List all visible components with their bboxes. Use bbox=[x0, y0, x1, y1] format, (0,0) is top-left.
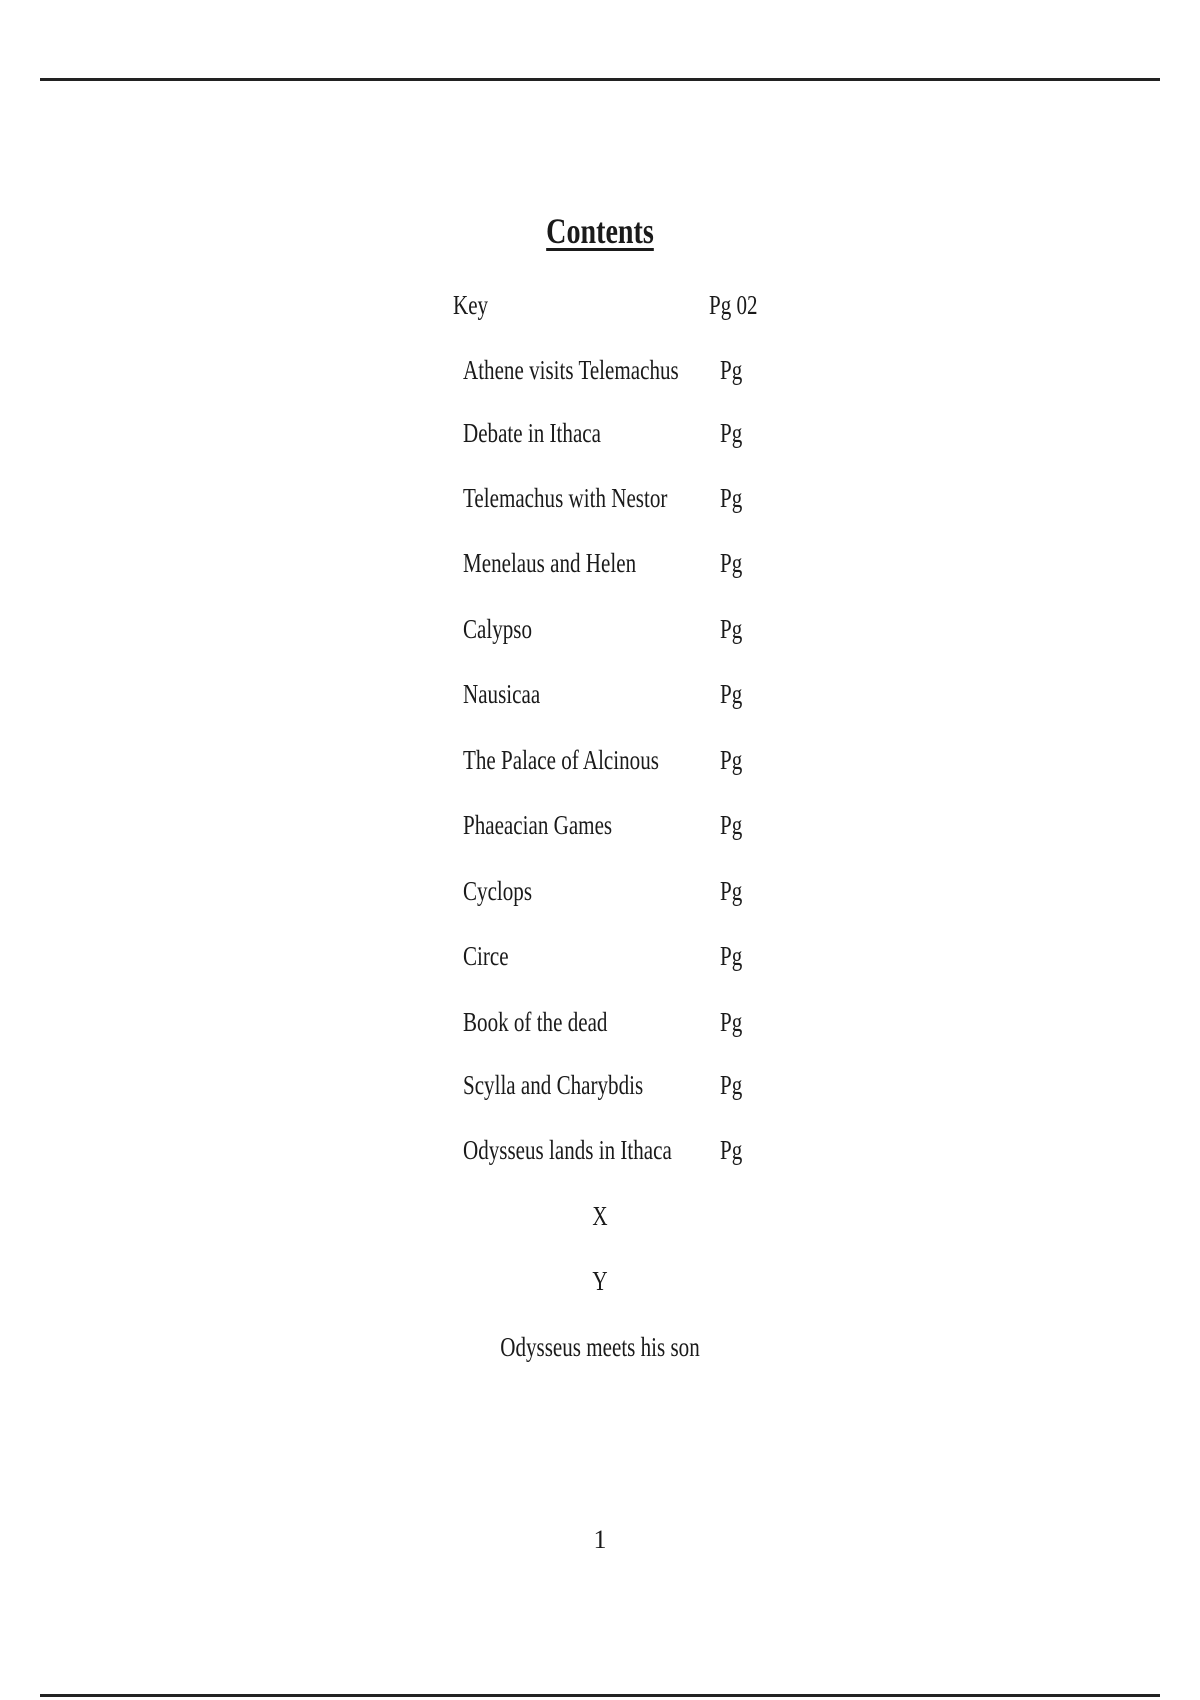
toc-entry-page: Pg bbox=[720, 483, 743, 513]
toc-entry bbox=[0, 355, 1200, 395]
toc-entry-page: Pg bbox=[720, 1070, 743, 1100]
toc-entry bbox=[0, 1135, 1200, 1175]
toc-entry-label: Cyclops bbox=[463, 876, 533, 906]
footer-rule bbox=[40, 1694, 1160, 1697]
toc-entry-label: Debate in Ithaca bbox=[463, 418, 601, 448]
toc-entry-page: Pg bbox=[720, 548, 743, 578]
toc-entry-label: Scylla and Charybdis bbox=[463, 1070, 644, 1100]
toc-key-row bbox=[0, 290, 1200, 330]
toc-entry-page: Pg bbox=[720, 679, 743, 709]
toc-entry-page: Pg bbox=[720, 614, 743, 644]
toc-entry-page: Pg bbox=[720, 941, 743, 971]
toc-entry-page: Pg bbox=[720, 418, 743, 448]
toc-key-page: Pg 02 bbox=[709, 290, 758, 320]
toc-entry bbox=[0, 483, 1200, 523]
toc-entry-page: Pg bbox=[720, 1135, 743, 1165]
toc-entry-page: Pg bbox=[720, 810, 743, 840]
toc-entry bbox=[0, 876, 1200, 916]
toc-entry bbox=[0, 418, 1200, 458]
toc-entry-label: Phaeacian Games bbox=[463, 810, 613, 840]
toc-entry bbox=[0, 810, 1200, 850]
toc-entry-label: Book of the dead bbox=[463, 1007, 608, 1037]
toc-entry-page: Pg bbox=[720, 876, 743, 906]
toc-entry bbox=[0, 745, 1200, 785]
toc-entry bbox=[0, 1007, 1200, 1047]
toc-trailing-item: Odysseus meets his son bbox=[500, 1332, 700, 1362]
page-title: Contents bbox=[546, 211, 654, 251]
page-number: 1 bbox=[593, 1525, 607, 1554]
toc-entry-label: Odysseus lands in Ithaca bbox=[463, 1135, 672, 1165]
toc-entry-label: Athene visits Telemachus bbox=[463, 355, 679, 385]
toc-entry bbox=[0, 941, 1200, 981]
toc-entry bbox=[0, 1070, 1200, 1110]
toc-entry-page: Pg bbox=[720, 355, 743, 385]
toc-entry-label: Circe bbox=[463, 941, 509, 971]
toc-entry-label: The Palace of Alcinous bbox=[463, 745, 659, 775]
toc-entry-label: Telemachus with Nestor bbox=[463, 483, 668, 513]
toc-entry-label: Menelaus and Helen bbox=[463, 548, 637, 578]
toc-entry bbox=[0, 614, 1200, 654]
toc-trailing-item: X bbox=[592, 1201, 608, 1231]
toc-key-label: Key bbox=[453, 290, 489, 320]
toc-entry-label: Nausicaa bbox=[463, 679, 541, 709]
toc-trailing-item: Y bbox=[592, 1266, 608, 1296]
toc-entry-page: Pg bbox=[720, 1007, 743, 1037]
toc-entry-label: Calypso bbox=[463, 614, 533, 644]
toc-entry bbox=[0, 548, 1200, 588]
toc-entry-page: Pg bbox=[720, 745, 743, 775]
toc-entry bbox=[0, 679, 1200, 719]
